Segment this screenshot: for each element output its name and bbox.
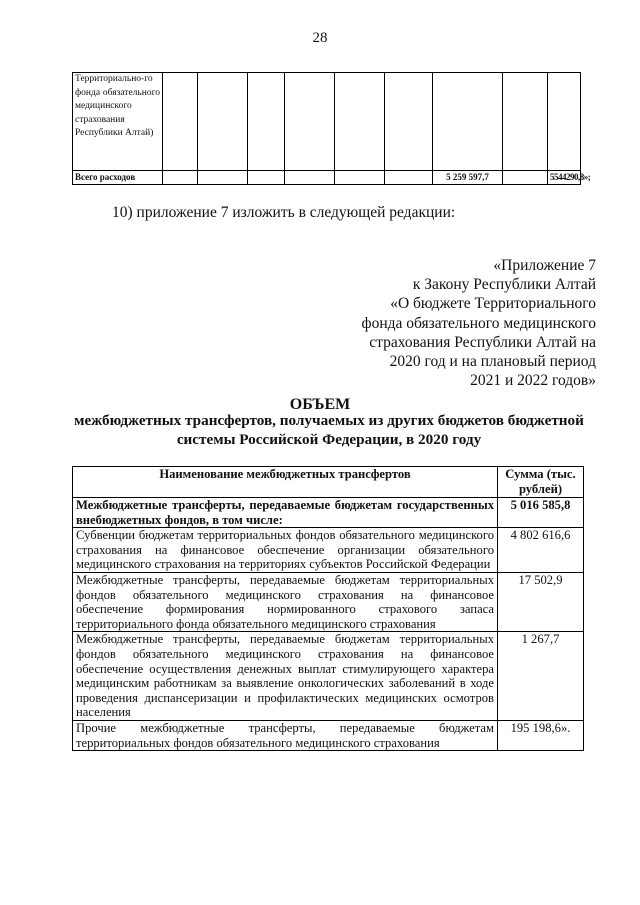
row-sum: 5 016 585,8	[498, 498, 584, 528]
row-name: Прочие межбюджетные трансферты, передаваемые бюджетам территориальных фондов обязательного медицинского страхования	[73, 720, 498, 750]
header-name: Наименование межбюджетных трансфертов	[73, 467, 498, 498]
annex-line: 2021 и 2022 годов»	[470, 372, 596, 390]
instruction-text: 10) приложение 7 изложить в следующей редакции:	[112, 204, 456, 221]
total-value-2: 5544290,8»;	[548, 171, 581, 185]
annex-line: «О бюджете Территориального	[390, 295, 596, 313]
row-sum: 1 267,7	[498, 632, 584, 721]
annex-line: 2020 год и на плановый период	[389, 353, 596, 371]
row-name: Межбюджетные трансферты, передаваемые бюджетам государственных внебюджетных фондов, в том числе:	[73, 498, 498, 528]
annex-header	[362, 256, 596, 390]
row-name: Субвенции бюджетам территориальных фондов обязательного медицинского страхования на финансовое обеспечение организации обязательного медицинского страхования на территориях субъектов Российской Федерации	[73, 528, 498, 573]
table-header-row	[73, 467, 584, 498]
row-name: Межбюджетные трансферты, передаваемые бюджетам территориальных фондов обязательного медицинского страхования на финансовое обеспечение формирования нормированного страхового запаса территориального фонда обязательного медицинского страхования	[73, 572, 498, 631]
row-sum: 4 802 616,6	[498, 528, 584, 573]
row-sum: 195 198,6».	[498, 720, 584, 750]
continuation-row	[73, 73, 581, 171]
table-row	[73, 498, 584, 528]
document-subtitle: межбюджетных трансфертов, получаемых из других бюджетов бюджетной системы Российской Федерации, в 2020 году	[74, 412, 584, 448]
row-sum: 17 502,9	[498, 572, 584, 631]
continuation-table	[72, 72, 591, 185]
total-row	[73, 171, 581, 185]
header-sum: Сумма (тыс. рублей)	[498, 467, 584, 498]
continuation-first-cell: Территориально-го фонда обязательного медицинского страхования Республики Алтай)	[73, 73, 163, 171]
table-row	[73, 632, 584, 721]
table-row	[73, 572, 584, 631]
annex-line: страхования Республики Алтай на	[369, 333, 596, 351]
annex-line: «Приложение 7	[493, 257, 596, 274]
annex-line: к Закону Республики Алтай	[412, 276, 596, 294]
row-name: Межбюджетные трансферты, передаваемые бюджетам территориальных фондов обязательного медицинского страхования на финансовое обеспечение осуществления денежных выплат стимулирующего характера медицинским работникам за выявление онкологических заболеваний в ходе проведения диспансеризации и профилактических медицинских осмотров населения	[73, 632, 498, 721]
total-label: Всего расходов	[73, 171, 163, 185]
document-title: ОБЪЕМ	[289, 396, 351, 413]
table-row	[73, 528, 584, 573]
page-number: 28	[312, 30, 328, 46]
total-value: 5 259 597,7	[433, 171, 503, 185]
transfers-table	[72, 466, 584, 751]
annex-line: фонда обязательного медицинского	[361, 314, 596, 332]
table-row	[73, 720, 584, 750]
